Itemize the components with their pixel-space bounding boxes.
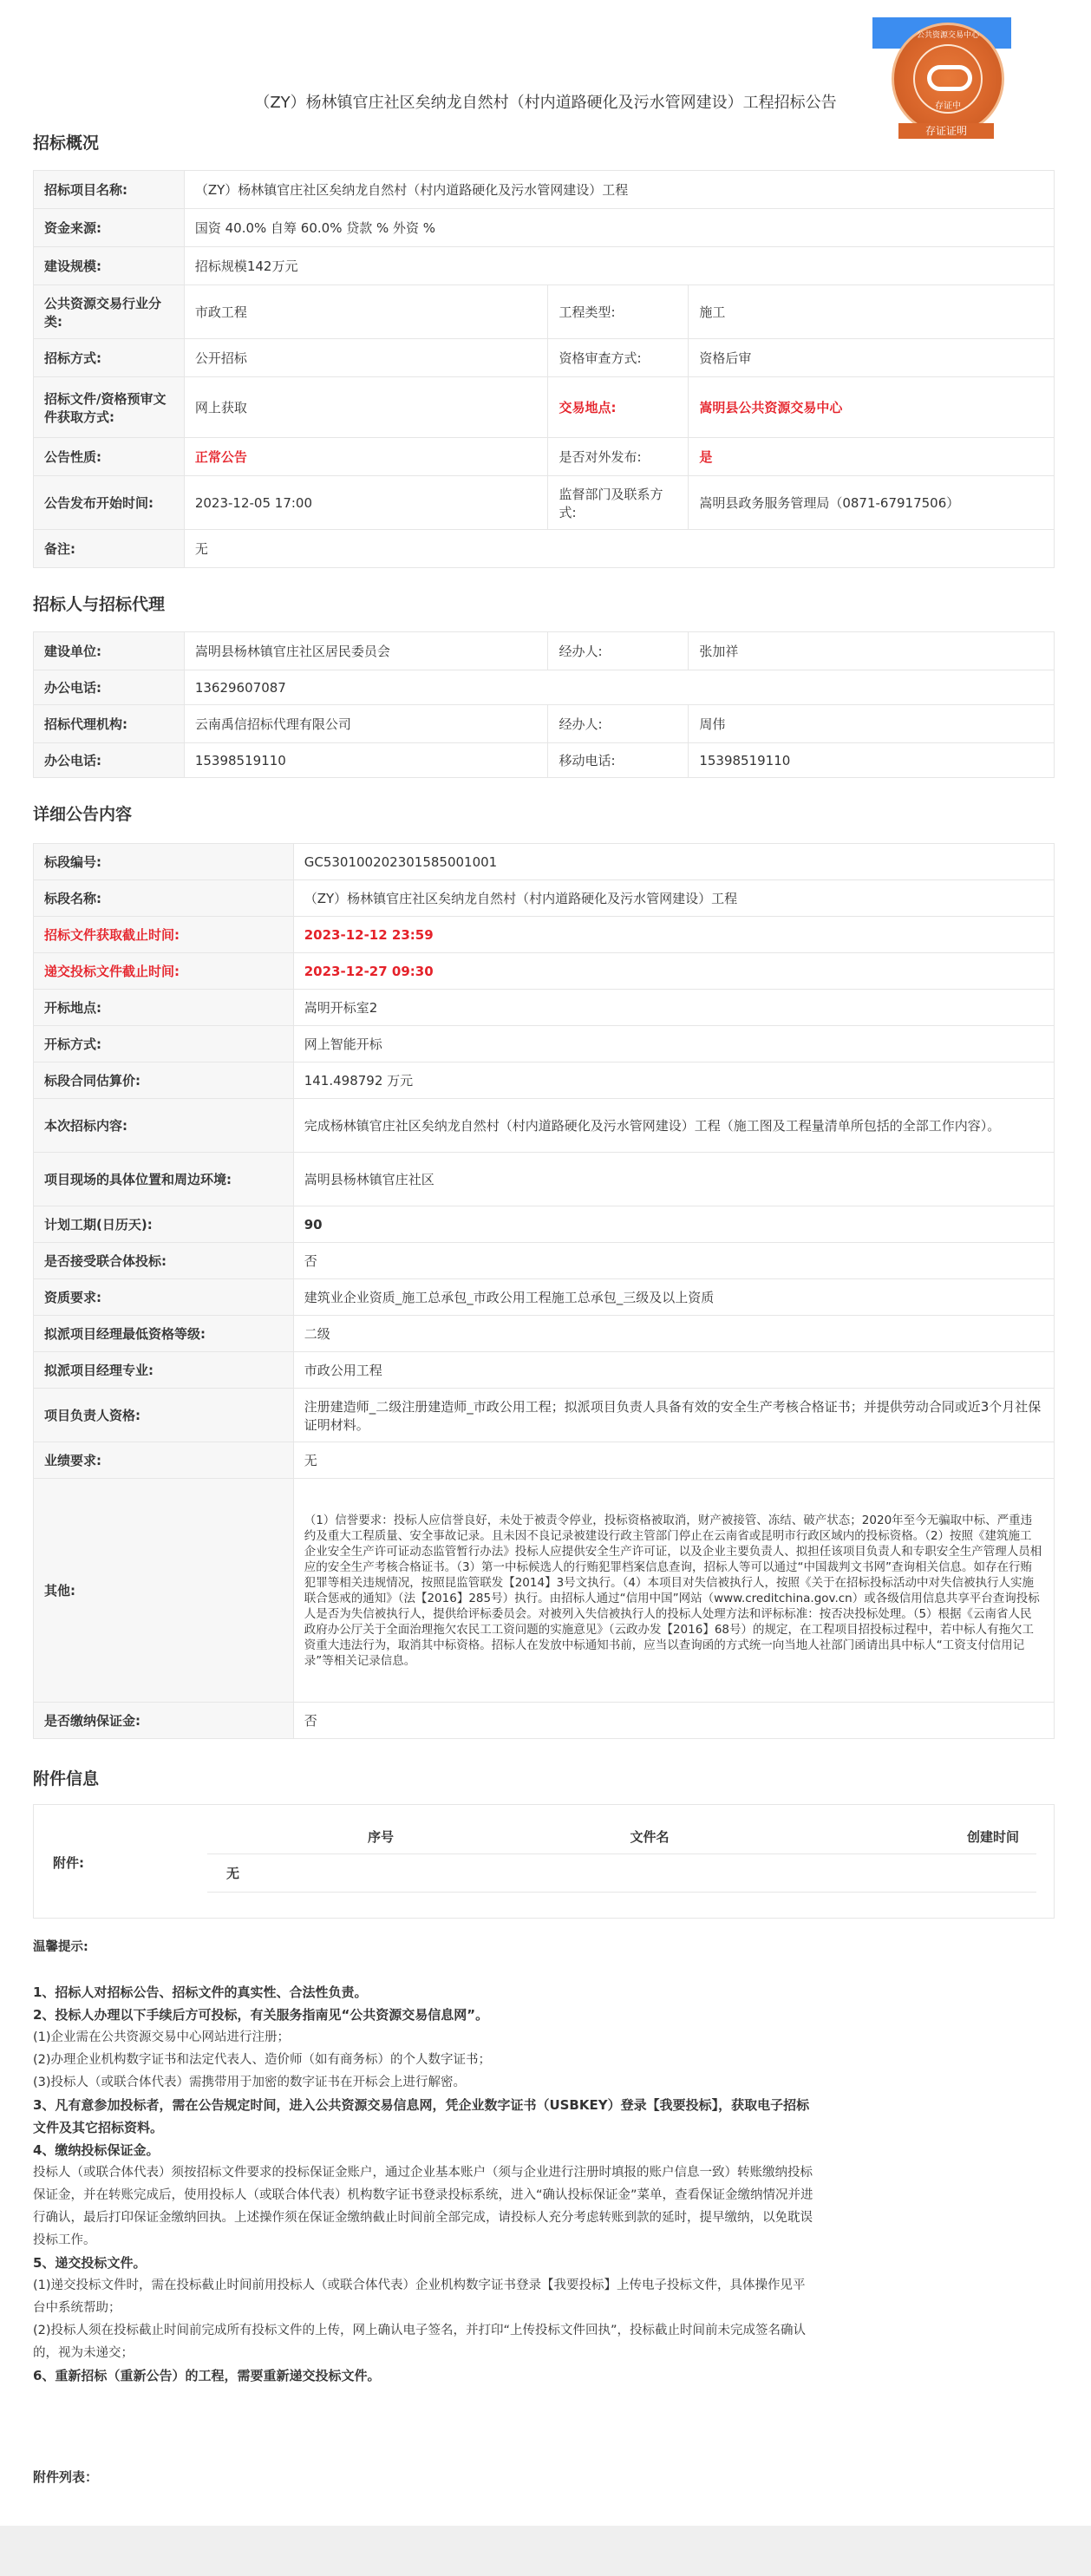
note-line: (3)投标人（或联合体代表）需携带用于加密的数字证书在开标会上进行解密。 [33, 2076, 467, 2089]
doc-deadline-label: 招标文件获取截止时间: [34, 917, 294, 953]
get-docs-value: 网上获取 [184, 377, 548, 438]
category-label: 公共资源交易行业分类: [34, 285, 185, 339]
deposit-label: 是否缴纳保证金: [34, 1703, 294, 1739]
pm-grade-value: 二级 [293, 1316, 1054, 1352]
qual-review-value: 资格后审 [689, 339, 1055, 377]
deposit-value: 否 [293, 1703, 1054, 1739]
note-line: (1)递交投标文件时，需在投标截止时间前用投标人（或联合体代表）企业机构数字证书登录【我要投标】上传电子投标文件，具体操作见平台中系统帮助； [33, 2279, 806, 2315]
empty-attachments: 无 [207, 1854, 1036, 1892]
venue-value: 嵩明县公共资源交易中心 [689, 377, 1055, 438]
owner-label: 建设单位: [34, 632, 185, 670]
owner-handler-value: 张加祥 [689, 632, 1055, 670]
table-row [34, 880, 1055, 917]
funding-value: 国资 40.0% 自筹 60.0% 贷款 % 外资 % [184, 209, 1054, 247]
section-title-attachments: 附件信息 [33, 1769, 100, 1788]
parties-table [33, 631, 1055, 778]
other-label: 其他: [34, 1479, 294, 1703]
supervisor-label: 监督部门及联系方式: [548, 476, 689, 530]
owner-handler-label: 经办人: [548, 632, 689, 670]
page-title: （ZY）杨林镇官庄社区矣纳龙自然村（村内道路硬化及污水管网建设）工程招标公告 [254, 94, 837, 112]
table-row [34, 476, 1055, 530]
note-line: 2、投标人办理以下手续后方可投标，有关服务指南见“公共资源交易信息网”。 [33, 2007, 489, 2023]
other-value: （1）信誉要求：投标人应信誉良好，未处于被责令停业，投标资格被取消，财产被接管、冻结、破产状态；2020年至今无骗取中标、严重违约及重大工程质量、安全事故记录。且未因不良记录被建设行政主管部门停止在云南省或昆明市行政区域内的投标资格。（2）按照《建筑施工企业安全生产许可证动态监管暂行办法》投标人应提供安全生产许可证，以及企业主要负责人、拟担任该项目负责人和专职安全生产管理人员相应的安全生产考核合格证书。（3）第一中标候选人的行贿犯罪档案信息查询，招标人等可以通过“中国裁判文书网”查询相关信息。如存在行贿犯罪等相关违规情况，按照昆监管联发【2014】3号文执行。（4）本项目对失信被执行人，按照《关于在招标投标活动中对失信被执行人实施联合惩戒的通知》（法【2016】285号）执行。由招标人通过“信用中国”网站（www.creditchina.gov.cn）或各级信用信息共享平台查询投标人是否为失信被执行人，提供给评标委员会。对被列入失信被执行人的投标人处理方法和评标标准：按否决投标处理。（5）根据《云南省人民政府办公厅关于全面治理拖欠农民工工资问题的实施意见》（云政办发【2016】68号）的规定，在工程项目招投标过程中，若中标人有拖欠工资重大违法行为，取消其中标资格。招标人在发放中标通知书前，应当以查询函的方式统一向当地人社部门函请出具中标人“工资支付信用记录”等相关记录信息。 [293, 1479, 1054, 1703]
section-no-value: GC5301002023015850010​01 [293, 844, 1054, 880]
qualification-value: 建筑业企业资质_施工总承包_市政公用工程施工总承包_三级及以上资质 [293, 1279, 1054, 1316]
attachments-label: 附件: [53, 1855, 84, 1871]
agent-label: 招标代理机构: [34, 705, 185, 743]
table-row [34, 1099, 1055, 1153]
notes-block [33, 1936, 813, 2387]
column-header-created: 创建时间 [745, 1821, 1036, 1854]
table-row [34, 1479, 1055, 1703]
note-line: 1、招标人对招标公告、招标文件的真实性、合法性负责。 [33, 1984, 368, 2000]
open-place-label: 开标地点: [34, 990, 294, 1026]
table-row [34, 1206, 1055, 1243]
section-name-label: 标段名称: [34, 880, 294, 917]
attachment-list-label: 附件列表： [33, 2469, 99, 2485]
section-title-overview: 招标概况 [33, 134, 100, 153]
table-row [34, 953, 1055, 990]
table-row [34, 171, 1055, 209]
table-row [34, 844, 1055, 880]
attachments-panel [33, 1804, 1055, 1919]
category-value: 市政工程 [184, 285, 548, 339]
table-row [34, 438, 1055, 476]
section-title-parties: 招标人与招标代理 [33, 595, 166, 614]
table-row [34, 632, 1055, 670]
note-line: 5、递交投标文件。 [33, 2255, 147, 2271]
project-name-value: （ZY）杨林镇官庄社区矣纳龙自然村（村内道路硬化及污水管网建设）工程 [184, 171, 1054, 209]
seal-ring-text: 公共资源交易中心 [916, 31, 979, 40]
section-title-details: 详细公告内容 [33, 805, 133, 824]
bid-deadline-label: 递交投标文件截止时间: [34, 953, 294, 990]
table-row [34, 1243, 1055, 1279]
contract-price-label: 标段合同估算价: [34, 1062, 294, 1099]
open-method-value: 网上智能开标 [293, 1026, 1054, 1062]
consortium-label: 是否接受联合体投标: [34, 1243, 294, 1279]
contract-price-value: 141.498792 万元 [293, 1062, 1054, 1099]
overview-table [33, 170, 1055, 568]
nature-label: 公告性质: [34, 438, 185, 476]
note-line: (2)投标人须在投标截止时间前完成所有投标文件的上传，网上确认电子签名，并打印“上传投标文件回执”，投标截止时间前未完成签名确认的，视为未递交； [33, 2324, 807, 2360]
attachments-table [207, 1821, 1036, 1893]
open-method-label: 开标方式: [34, 1026, 294, 1062]
table-row [34, 990, 1055, 1026]
foreign-label: 是否对外发布: [548, 438, 689, 476]
method-label: 招标方式: [34, 339, 185, 377]
table-row [34, 743, 1055, 778]
details-table [33, 843, 1055, 1739]
section-no-label: 标段编号: [34, 844, 294, 880]
table-row [207, 1854, 1036, 1892]
publish-label: 公告发布开始时间: [34, 476, 185, 530]
bid-deadline-value: 2023-12-27 09:30 [293, 953, 1054, 990]
agent-handler-value: 周伟 [689, 705, 1055, 743]
table-row [34, 377, 1055, 438]
column-header-index: 序号 [207, 1821, 554, 1854]
seal-circle [892, 23, 1004, 135]
table-row [34, 285, 1055, 339]
doc-deadline-value: 2023-12-12 23:59 [293, 917, 1054, 953]
note-line: 3、凡有意参加投标者，需在公告规定时间，进入公共资源交易信息网，凭企业数字证书（USBKEY）登录【我要投标】，获取电子招标文件及其它招标资料。 [33, 2097, 810, 2135]
remark-label: 备注: [34, 530, 185, 568]
table-row [34, 1316, 1055, 1352]
funding-label: 资金来源: [34, 209, 185, 247]
location-value: 嵩明县杨林镇官庄社区 [293, 1153, 1054, 1206]
publish-value: 2023-12-05 17:00 [184, 476, 548, 530]
notarization-seal [872, 12, 1015, 141]
scale-value: 招标规模142万元 [184, 247, 1054, 285]
scale-label: 建设规模: [34, 247, 185, 285]
pm-qual-value: 注册建造师_二级注册建造师_市政公用工程；拟派项目负责人具备有效的安全生产考核合格证书；并提供劳动合同或近3个月社保证明材料。 [293, 1389, 1054, 1442]
performance-value: 无 [293, 1442, 1054, 1479]
agent-phone-value: 15398519110 [184, 743, 548, 778]
table-header-row [207, 1821, 1036, 1854]
owner-phone-label: 办公电话: [34, 670, 185, 705]
content-value: 完成杨林镇官庄社区矣纳龙自然村（村内道路硬化及污水管网建设）工程（施工图及工程量清单所包括的全部工作内容）。 [293, 1099, 1054, 1153]
duration-label: 计划工期(日历天): [34, 1206, 294, 1243]
seal-band: 存证证明 [898, 123, 994, 139]
agent-mobile-value: 15398519110 [689, 743, 1055, 778]
performance-label: 业绩要求: [34, 1442, 294, 1479]
agent-value: 云南禹信招标代理有限公司 [184, 705, 548, 743]
note-line: 投标人（或联合体代表）须按招标文件要求的投标保证金账户，通过企业基本账户（须与企业进行注册时填报的账户信息一致）转账缴纳投标保证金，并在转账完成后，使用投标人（或联合体代表）机构数字证书登录投标系统，进入“确认投标保证金”菜单，查看保证金缴纳情况并进行确认，最后打印保证金缴纳回执。上述操作须在保证金缴纳截止时间前全部完成，请投标人充分考虑转账到款的延时，提早缴纳，以免耽误投标工作。 [33, 2166, 813, 2247]
supervisor-value: 嵩明县政务服务管理局（0871-67917506） [689, 476, 1055, 530]
table-row [34, 530, 1055, 568]
table-row [34, 1352, 1055, 1389]
table-row [34, 670, 1055, 705]
remark-value: 无 [184, 530, 1054, 568]
duration-value: 90 [293, 1206, 1054, 1243]
owner-phone-value: 13629607087 [184, 670, 1054, 705]
table-row [34, 1026, 1055, 1062]
table-row [34, 917, 1055, 953]
note-line: 4、缴纳投标保证金。 [33, 2142, 160, 2158]
method-value: 公开招标 [184, 339, 548, 377]
work-type-value: 施工 [689, 285, 1055, 339]
location-label: 项目现场的具体位置和周边环境: [34, 1153, 294, 1206]
pm-qual-label: 项目负责人资格: [34, 1389, 294, 1442]
note-line: (1)企业需在公共资源交易中心网站进行注册； [33, 2030, 291, 2044]
foreign-value: 是 [689, 438, 1055, 476]
table-row [34, 339, 1055, 377]
venue-label: 交易地点: [548, 377, 689, 438]
pm-major-label: 拟派项目经理专业: [34, 1352, 294, 1389]
table-row [34, 1153, 1055, 1206]
project-name-label: 招标项目名称: [34, 171, 185, 209]
table-row [34, 1062, 1055, 1099]
table-row [34, 1279, 1055, 1316]
table-row [34, 705, 1055, 743]
pm-major-value: 市政公用工程 [293, 1352, 1054, 1389]
notes-heading: 温馨提示: [33, 1940, 88, 1954]
agent-mobile-label: 移动电话: [548, 743, 689, 778]
owner-value: 嵩明县杨林镇官庄社区居民委员会 [184, 632, 548, 670]
work-type-label: 工程类型: [548, 285, 689, 339]
content-label: 本次招标内容: [34, 1099, 294, 1153]
consortium-value: 否 [293, 1243, 1054, 1279]
section-name-value: （ZY）杨林镇官庄社区矣纳龙自然村（村内道路硬化及污水管网建设）工程 [293, 880, 1054, 917]
open-place-value: 嵩明开标室2 [293, 990, 1054, 1026]
seal-logo-icon [927, 65, 972, 91]
note-line: 6、重新招标（重新公告）的工程，需要重新递交投标文件。 [33, 2368, 381, 2383]
agent-phone-label: 办公电话: [34, 743, 185, 778]
qualification-label: 资质要求: [34, 1279, 294, 1316]
note-line: (2)办理企业机构数字证书和法定代表人、造价师（如有商务标）的个人数字证书； [33, 2053, 492, 2067]
column-header-filename: 文件名 [554, 1821, 745, 1854]
table-row [34, 209, 1055, 247]
footer-band [0, 2526, 1091, 2576]
nature-value: 正常公告 [184, 438, 548, 476]
table-row [34, 247, 1055, 285]
qual-review-label: 资格审查方式: [548, 339, 689, 377]
pm-grade-label: 拟派项目经理最低资格等级: [34, 1316, 294, 1352]
agent-handler-label: 经办人: [548, 705, 689, 743]
table-row [34, 1703, 1055, 1739]
table-row [34, 1389, 1055, 1442]
get-docs-label: 招标文件/资格预审文件获取方式: [34, 377, 185, 438]
table-row [34, 1442, 1055, 1479]
seal-status: 存证中 [935, 101, 961, 111]
